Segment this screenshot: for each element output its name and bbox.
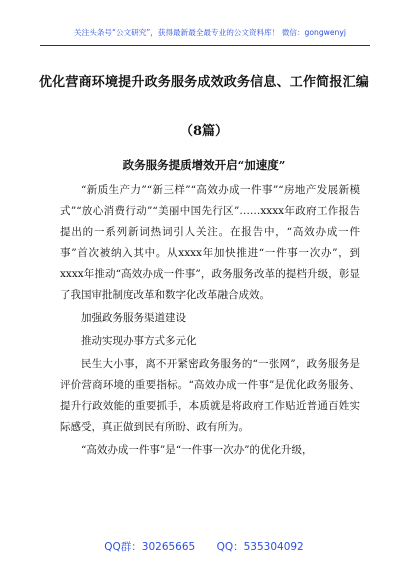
qq-group-number: QQ群：30265665 (104, 541, 196, 553)
qq-number: QQ：535304092 (216, 541, 304, 553)
article-body (60, 180, 360, 461)
paragraph-upgrade: “高效办成一件事”是“一件事一次办”的优化升级， (81, 444, 313, 456)
contact-footer (0, 539, 408, 554)
article-count: （8篇） (179, 124, 229, 139)
paragraph-services: 民生大小事，离不开紧密政务服务的“一张网”，政务服务是评价营商环境的重要指标。“高效办成一件事”是优化政务服务、提升行政效能的重要抓手，本质就是将政府工作贴近普通百姓实际感受，真正做到民有所盼、政有所为。 (60, 358, 360, 433)
promo-header: 关注头条号“公文研究”，获得最新最全最专业的公文资料库！ 微信：gongwenyj (74, 28, 346, 37)
article-subtitle: 政务服务提质增效开启“加速度” (122, 158, 286, 172)
document-title: 优化营商环境提升政务服务成效政务信息、工作简报汇编 (38, 75, 369, 90)
header-divider (40, 45, 370, 46)
section-heading-diversify: 推动实现办事方式多元化 (81, 335, 197, 347)
paragraph-intro: “新质生产力”“新三样”“高效办成一件事”“房地产发展新模式”“放心消费行动”“美丽中国先行区”……xxxx年政府工作报告提出的一系列新词热词引人关注。在报告中，“高效办成一件事”首次被纳入其中。从xxxx年加快推进“一件事一次办”，到xxxx年推动“高效办成一件事”，政务服务改革的提档升级，彰显了我国审批制度改革和数字化改革融合成效。 (60, 184, 360, 301)
section-heading-channels: 加强政务服务渠道建设 (81, 312, 186, 324)
